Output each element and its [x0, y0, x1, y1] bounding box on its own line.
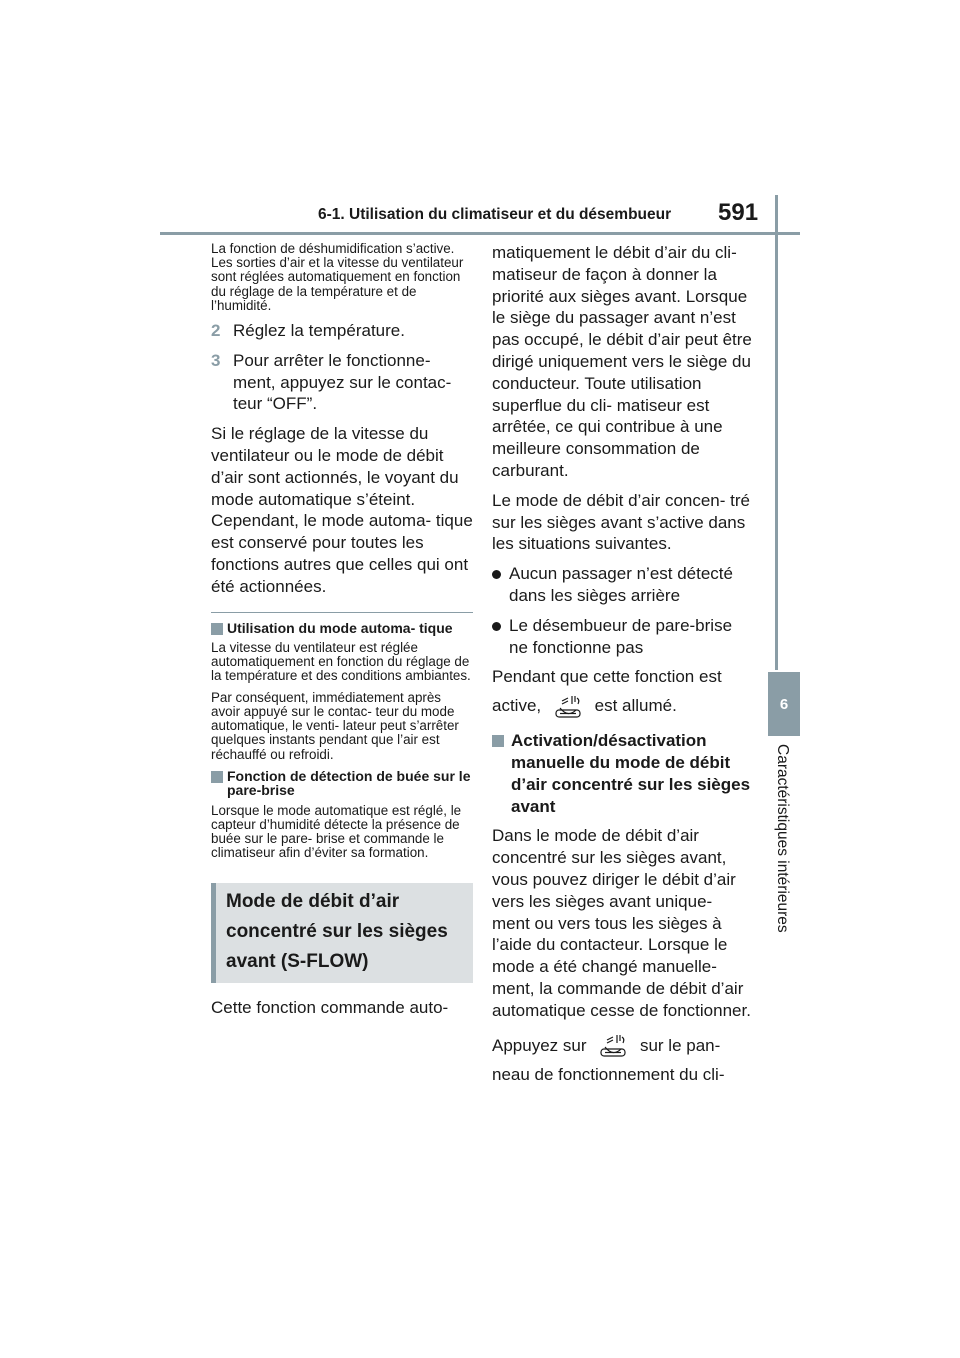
step-text: Réglez la température.: [233, 321, 405, 341]
bullet-text: Le désembueur de pare-brise ne fonctionne pas: [509, 615, 733, 657]
header-rule: [160, 232, 800, 235]
subsection-heading: [211, 621, 473, 636]
paragraph: Pendant que cette fonction est: [492, 667, 722, 687]
bullet-item: [492, 563, 754, 607]
page-number: 591: [718, 199, 759, 226]
text-before-icon: Appuyez sur: [492, 1035, 587, 1055]
step-number: 3: [211, 350, 221, 370]
chapter-number: 6: [779, 696, 789, 713]
paragraph: matiquement le débit d’air du cli- matiseur de façon à donner la priorité aux sièges avant. Lorsque le siège du passager avant n’est pas occupé, le débit d’air peut être dirigé uniquement vers le siège du conducteur. Toute utilisation superflue du cli- matiseur est arrêtée, ce qui contribue à une meilleure consommation de carburant.: [492, 243, 752, 480]
section-heading: Mode de débit d’air concentré sur les sièges avant (S-FLOW): [226, 890, 448, 972]
auto-mode-paragraph: Si le réglage de la vitesse du ventilateur ou le mode de débit d’air sont actionnés, le voyant du mode automatique s’éteint. Cependant, le mode automa- tique est conservé pour toutes les fonctions autres que celles qui ont été actionnées.: [211, 424, 473, 596]
step-2: [211, 320, 473, 342]
step-number: 2: [211, 321, 221, 341]
text-after-icon: est allumé.: [594, 696, 677, 716]
section-heading-box: [211, 883, 473, 983]
chapter-label-wrap: [769, 744, 809, 954]
s-flow-seat-icon: [595, 1031, 631, 1061]
intro-note: La fonction de déshumidification s’active. Les sorties d’air et la vitesse du ventilateur sont réglées automatiquement en fonction du réglage de la température et de l’humidité.: [211, 241, 464, 313]
left-column: [211, 242, 473, 1026]
divider: [211, 612, 473, 613]
paragraph: Dans le mode de débit d’air concentré sur les sièges avant, vous pouvez diriger le débit d’air vers les sièges avant unique- ment ou vers tous les sièges à l’aide du contacteur. Lorsque le mode a été changé manuelle- ment, la commande de débit d’air automatique cesse de fonctionner.: [492, 826, 751, 1020]
bullet-dot-icon: [492, 622, 501, 631]
paragraph: neau de fonctionnement du cli-: [492, 1064, 725, 1084]
subsection-heading: [492, 730, 754, 817]
side-rule: [775, 195, 778, 670]
paragraph: Le mode de débit d’air concen- tré sur les sièges avant s’active dans les situations suivantes.: [492, 490, 750, 554]
square-bullet-icon: [211, 623, 223, 635]
bullet-text: Aucun passager n’est détecté dans les sièges arrière: [509, 564, 733, 605]
square-bullet-icon: [211, 771, 223, 783]
step-3: [211, 350, 473, 415]
subsection-paragraph: La vitesse du ventilateur est réglée automatiquement en fonction du réglage de la température et des conditions ambiantes.: [211, 640, 471, 684]
subsection-title: Utilisation du mode automa- tique: [227, 619, 453, 636]
bullet-item: [492, 615, 754, 659]
bullet-dot-icon: [492, 570, 501, 579]
subsection-heading: [211, 769, 473, 798]
subsection-paragraph: Par conséquent, immédiatement après avoir appuyé sur le contac- teur du mode automatique, le venti- lateur peut s’arrêter quelques instants pendant que l’air est réchauffé ou refroidi.: [211, 689, 459, 762]
subsection-title: Activation/désactivation manuelle du mode de débit d’air concentré sur les sièges avant: [511, 731, 751, 816]
subsection-title: Fonction de détection de buée sur le pare-brise: [227, 767, 471, 799]
step-text: Pour arrêter le fonctionne- ment, appuyez sur le contac- teur “OFF”.: [233, 350, 452, 414]
paragraph-with-icon: [492, 1030, 754, 1062]
paragraph-with-icon: [492, 690, 754, 722]
subsection-paragraph: Lorsque le mode automatique est réglé, le capteur d’humidité détecte la présence de buée sur le pare- brise et commande le climatiseur afin d’éviter sa formation.: [211, 802, 462, 861]
right-column: [492, 242, 754, 1093]
s-flow-seat-icon: [550, 692, 586, 722]
text-after-icon: sur le pan-: [639, 1035, 721, 1055]
chapter-label: Caractéristiques intérieures: [774, 744, 791, 933]
section-title: 6-1. Utilisation du climatiseur et du désembueur: [318, 206, 672, 223]
closing-text: Cette fonction commande auto-: [211, 997, 449, 1017]
text-before-icon: active,: [492, 696, 542, 716]
square-bullet-icon: [492, 735, 504, 747]
